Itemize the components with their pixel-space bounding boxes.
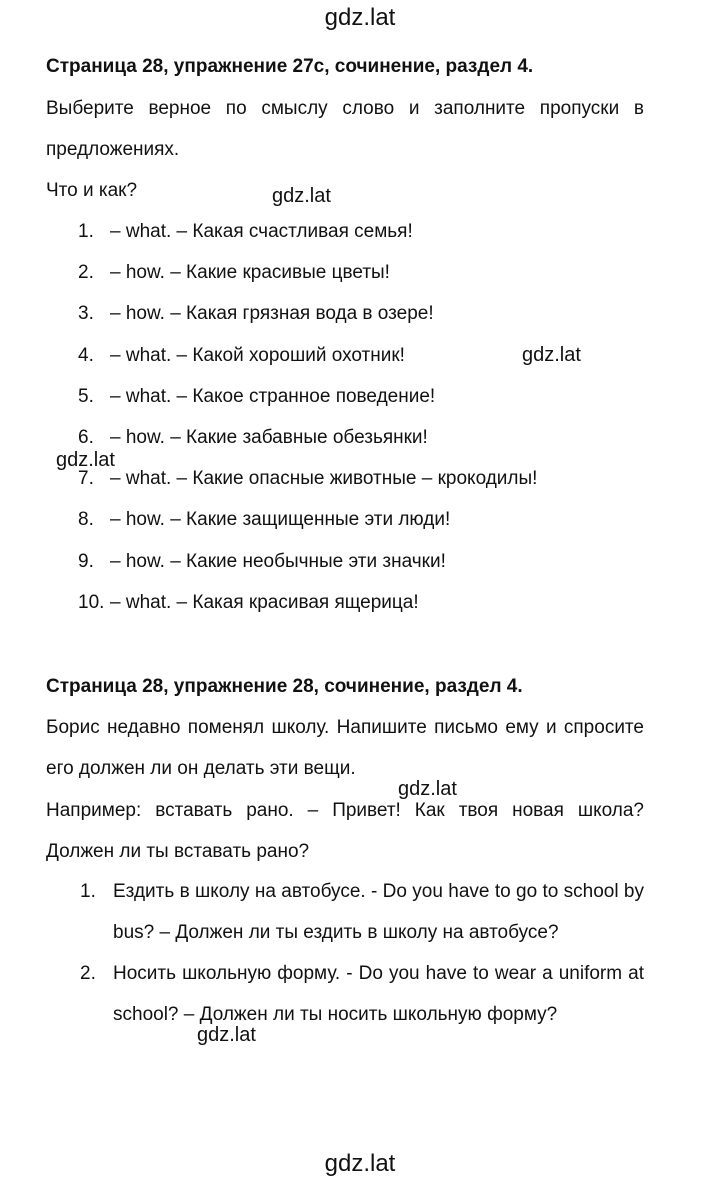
list-item [78, 426, 537, 467]
item-text: Ездить в школу на автобусе. - Do you have to go to school by bus? – Должен ли ты ездить в школу на автобусе? [113, 881, 644, 943]
watermark-bottom: gdz.lat [324, 1150, 396, 1177]
list-item [78, 302, 537, 343]
item-number: 9. [78, 550, 94, 572]
item-number: 1. [80, 881, 96, 902]
item-number: 3. [78, 303, 94, 325]
item-number: 8. [78, 509, 94, 531]
section2-heading: Страница 28, упражнение 28, сочинение, раздел 4. [46, 676, 523, 697]
item-number: 1. [78, 221, 94, 242]
item-number: 6. [78, 426, 94, 448]
item-number: 7. [78, 468, 94, 490]
item-text: – what. – Какое странное поведение! [110, 385, 436, 407]
list-item [78, 591, 537, 632]
item-number: 10. [78, 591, 105, 613]
section2-answer-list [80, 871, 644, 1035]
section2-instruction: Борис недавно поменял школу. Напишите письмо ему и спросите его должен ли он делать эти вещи. [46, 717, 644, 779]
watermark-top: gdz.lat [324, 4, 396, 31]
item-number: 2. [80, 963, 96, 984]
section1-heading: Страница 28, упражнение 27с, сочинение, раздел 4. [46, 56, 534, 77]
list-item [80, 953, 644, 1035]
list-item [78, 261, 537, 302]
item-number: 2. [78, 262, 94, 284]
item-text: – what. – Какие опасные животные – крокодилы! [110, 468, 538, 490]
item-text: – how. – Какие защищенные эти люди! [110, 509, 451, 531]
section1-subtitle: Что и как? [46, 180, 138, 201]
item-number: 5. [78, 385, 94, 407]
watermark-2: gdz.lat [522, 344, 581, 366]
item-text: – what. – Какая счастливая семья! [110, 221, 413, 242]
watermark-4: gdz.lat [398, 778, 457, 800]
watermark-3: gdz.lat [56, 449, 115, 471]
item-text: – how. – Какие забавные обезьянки! [110, 426, 428, 448]
item-text: – how. – Какие красивые цветы! [110, 262, 390, 284]
list-item [78, 508, 537, 549]
item-text: – how. – Какие необычные эти значки! [110, 550, 446, 572]
list-item [78, 385, 537, 426]
list-item [78, 550, 537, 591]
section1-answer-list [78, 220, 537, 632]
list-item [78, 467, 537, 508]
list-item [78, 220, 537, 261]
watermark-1: gdz.lat [272, 185, 331, 207]
item-text: – what. – Какая красивая ящерица! [110, 591, 419, 613]
section2-example: Например: вставать рано. – Привет! Как твоя новая школа? Должен ли ты вставать рано? [46, 800, 644, 862]
section1-instruction: Выберите верное по смыслу слово и заполните пропуски в предложениях. [46, 98, 644, 160]
watermark-5: gdz.lat [197, 1024, 256, 1046]
list-item [80, 871, 644, 953]
list-item [78, 344, 537, 385]
item-number: 4. [78, 344, 94, 366]
item-text: – what. – Какой хороший охотник! [110, 344, 405, 366]
item-text: – how. – Какая грязная вода в озере! [110, 303, 434, 325]
item-text: Носить школьную форму. - Do you have to wear a uniform at school? – Должен ли ты носить школьную форму? [113, 963, 644, 1025]
